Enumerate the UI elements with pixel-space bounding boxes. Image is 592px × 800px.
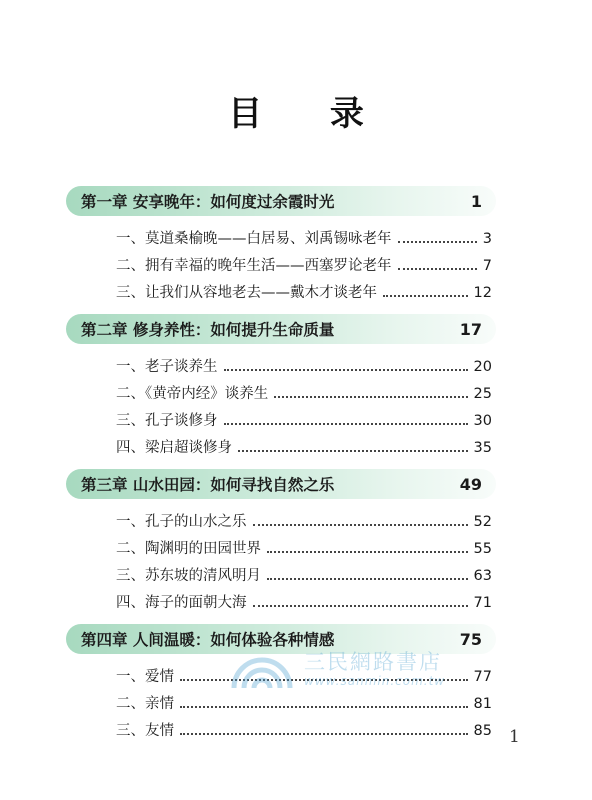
toc-entry[interactable] [66, 509, 496, 535]
chapter-title: 第二章 修身养性：如何提升生命质量 [81, 321, 335, 339]
entry-title: 四、海子的面朝大海 [116, 595, 247, 611]
toc-entry[interactable] [66, 718, 496, 744]
dot-leader [224, 369, 468, 371]
chapter-heading-4[interactable] [66, 624, 496, 654]
chapter-page: 17 [459, 319, 482, 339]
chapter-heading-2[interactable] [66, 314, 496, 344]
page-number: 1 [509, 727, 520, 747]
dot-leader [180, 679, 468, 681]
dot-leader [253, 605, 468, 607]
entry-title: 二、亲情 [116, 696, 174, 712]
toc-entry[interactable] [66, 226, 496, 252]
entry-title: 三、让我们从容地老去——戴木才谈老年 [116, 285, 377, 301]
chapter-title: 第三章 山水田园：如何寻找自然之乐 [81, 476, 335, 494]
toc-entry[interactable] [66, 253, 496, 279]
entry-title: 一、孔子的山水之乐 [116, 514, 247, 530]
dot-leader [398, 268, 477, 270]
dot-leader [383, 295, 468, 297]
entry-page: 35 [473, 440, 492, 456]
entry-page: 30 [473, 413, 492, 429]
entry-page: 25 [473, 386, 492, 402]
dot-leader [267, 551, 468, 553]
entry-title: 二、陶渊明的田园世界 [116, 541, 261, 557]
toc-entry[interactable] [66, 664, 496, 690]
entry-page: 7 [482, 258, 492, 274]
entry-title: 一、爱情 [116, 669, 174, 685]
entry-page: 81 [473, 696, 492, 712]
entry-title: 一、老子谈养生 [116, 359, 218, 375]
toc-entry[interactable] [66, 354, 496, 380]
page-title: 目 录 [228, 94, 392, 134]
entry-title: 二、《黄帝内经》谈养生 [116, 386, 269, 402]
chapter-page: 1 [470, 191, 482, 211]
dot-leader [224, 423, 468, 425]
watermark-url: www.sanmin.com.tw [304, 674, 446, 688]
chapter-title: 第四章 人间温暖：如何体验各种情感 [81, 631, 335, 649]
entry-page: 63 [473, 568, 492, 584]
toc-entry[interactable] [66, 381, 496, 407]
entry-page: 77 [473, 669, 492, 685]
entry-title: 三、孔子谈修身 [116, 413, 218, 429]
chapter-heading-3[interactable] [66, 469, 496, 499]
entry-page: 71 [473, 595, 492, 611]
chapter-heading-1[interactable] [66, 186, 496, 216]
toc-entry[interactable] [66, 536, 496, 562]
chapter-page: 75 [459, 629, 482, 649]
entry-title: 三、友情 [116, 723, 174, 739]
toc-entry[interactable] [66, 563, 496, 589]
toc-entry[interactable] [66, 590, 496, 616]
entry-title: 二、拥有幸福的晚年生活——西塞罗论老年 [116, 258, 392, 274]
dot-leader [180, 733, 468, 735]
dot-leader [267, 578, 468, 580]
watermark-name: 三民網路書店 [304, 650, 442, 674]
dot-leader [274, 396, 467, 398]
dot-leader [180, 706, 468, 708]
toc-entry[interactable] [66, 280, 496, 306]
toc-entry[interactable] [66, 435, 496, 461]
entry-title: 四、梁启超谈修身 [116, 440, 232, 456]
entry-page: 55 [473, 541, 492, 557]
entry-page: 85 [473, 723, 492, 739]
table-of-contents [66, 186, 496, 752]
entry-page: 3 [482, 231, 492, 247]
toc-entry[interactable] [66, 408, 496, 434]
dot-leader [238, 450, 468, 452]
chapter-page: 49 [459, 474, 482, 494]
entry-title: 一、莫道桑榆晚——白居易、刘禹锡咏老年 [116, 231, 392, 247]
toc-entry[interactable] [66, 691, 496, 717]
chapter-title: 第一章 安享晚年：如何度过余霞时光 [81, 193, 335, 211]
entry-page: 12 [473, 285, 492, 301]
entry-page: 52 [473, 514, 492, 530]
dot-leader [398, 241, 477, 243]
dot-leader [253, 524, 468, 526]
entry-title: 三、苏东坡的清风明月 [116, 568, 261, 584]
entry-page: 20 [473, 359, 492, 375]
